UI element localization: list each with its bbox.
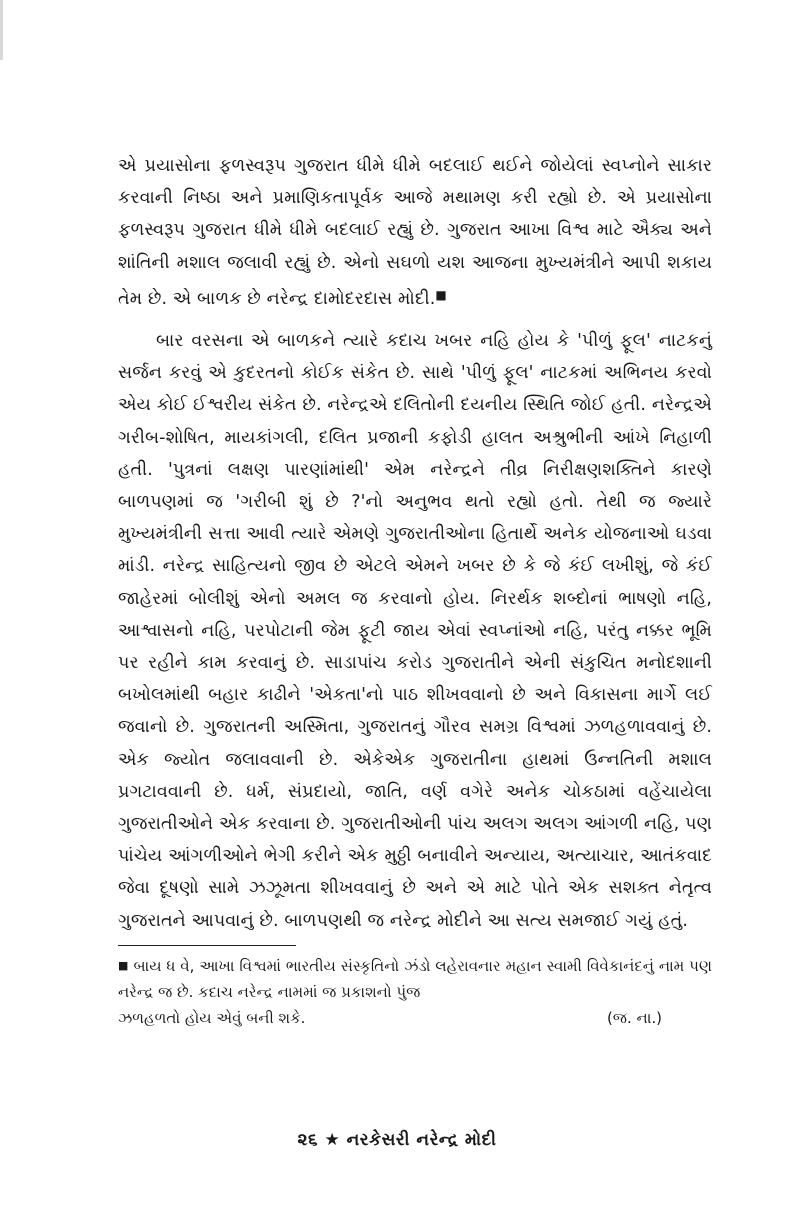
footnote-last-text: ઝળહળતો હોય એવું બની શકે. bbox=[118, 1008, 306, 1027]
page-body bbox=[118, 150, 712, 1031]
footnote-last-line bbox=[118, 1005, 712, 1031]
footnote-credit: (જ. ના.) bbox=[606, 1008, 662, 1027]
star-icon: ★ bbox=[324, 1130, 341, 1150]
footnote-marker: ■ bbox=[435, 287, 447, 302]
footnote-text: બાય ધ વે, આખા વિશ્વમાં ભારતીય સંસ્કૃતિનો ઝંડો લહેરાવનાર મહાન સ્વામી વિવેકાનંદનું નામ પણ નરેન્દ્ર જ છે. કદાચ નરેન્દ્ર નામમાં જ પ્રકાશનો પુંજ bbox=[118, 956, 712, 1001]
paragraph-1-text: એ પ્રયાસોના ફળસ્વરૂપ ગુજરાત ધીમે ધીમે બદલાઈ થઈને જોયેલાં સ્વપ્નોને સાકાર કરવાની નિષ્ઠા અને પ્રમાણિકતાપૂર્વક આજે મથામણ કરી રહ્યો છે. એ પ્રયાસોના ફળસ્વરૂપ ગુજરાત ધીમે ધીમે બદલાઈ રહ્યું છે. ગુજરાત આખા વિશ્વ માટે ઐક્ય અને શાંતિની મશાલ જલાવી રહ્યું છે. એનો સઘળો યશ આજના મુખ્યમંત્રીને આપી શકાય તેમ છે. એ બાળક છે નરેન્દ્ર દામોદરદાસ મોદી. bbox=[118, 156, 712, 309]
footnote bbox=[118, 953, 712, 1005]
paragraph-1 bbox=[118, 150, 712, 315]
page-number: ૨૬ bbox=[297, 1130, 319, 1150]
page-footer bbox=[0, 1130, 794, 1150]
scan-edge-mark bbox=[0, 0, 3, 60]
paragraph-2: બાર વરસના એ બાળકને ત્યારે કદાચ ખબર નહિ હોય કે 'પીળું ફૂલ' નાટકનું સર્જન કરવું એ કુદરતનો કોઈક સંકેત છે. સાથે 'પીળું ફૂલ' નાટકમાં અભિનય કરવો એય કોઈ ઈશ્વરીય સંકેત છે. નરેન્દ્રએ દલિતોની દયનીય સ્થિતિ જોઈ હતી. નરેન્દ્રએ ગરીબ-શોષિત, માયકાંગલી, દલિત પ્રજાની કફોડી હાલત અશ્રુભીની આંખે નિહાળી હતી. 'પુત્રનાં લક્ષણ પારણાંમાંથી' એમ નરેન્દ્રને તીવ્ર નિરીક્ષણશક્તિને કારણે બાળપણમાં જ 'ગરીબી શું છે ?'નો અનુભવ થતો રહ્યો હતો. તેથી જ જ્યારે મુખ્યમંત્રીની સત્તા આવી ત્યારે એમણે ગુજરાતીઓના હિતાર્થે અનેક યોજનાઓ ઘડવા માંડી. નરેન્દ્ર સાહિત્યનો જીવ છે એટલે એમને ખબર છે કે જે કંઈ લખીશું, જે કંઈ જાહેરમાં બોલીશું એનો અમલ જ કરવાનો હોય. નિરર્થક શબ્દોનાં ભાષણો નહિ, આશ્વાસનો નહિ, પરપોટાની જેમ ફૂટી જાય એવાં સ્વપ્નાંઓ નહિ, પરંતુ નક્કર ભૂમિ પર રહીને કામ કરવાનું છે. સાડાપાંચ કરોડ ગુજરાતીને એની સંકુચિત મનોદશાની બખોલમાંથી બહાર કાઢીને 'એકતા'નો પાઠ શીખવવાનો છે અને વિકાસના માર્ગે લઈ જવાનો છે. ગુજરાતની અસ્મિતા, ગુજરાતનું ગૌરવ સમગ્ર વિશ્વમાં ઝળહળાવવાનું છે. એક જ્યોત જલાવવાની છે. એકેએક ગુજરાતીના હાથમાં ઉન્નતિની મશાલ પ્રગટાવવાની છે. ધર્મ, સંપ્રદાયો, જાતિ, વર્ણ વગેરે અનેક ચોકઠામાં વહેંચાયેલા ગુજરાતીઓને એક કરવાના છે. ગુજરાતીઓની પાંચ અલગ અલગ આંગળી નહિ, પણ પાંચેય આંગળીઓને ભેગી કરીને એક મુઠ્ઠી બનાવીને અન્યાય, અત્યાચાર, આતંકવાદ જેવા દૂષણો સામે ઝઝૂમતા શીખવવાનું છે અને એ માટે પોતે એક સશક્ત નેતૃત્વ ગુજરાતને આપવાનું છે. બાળપણથી જ નરેન્દ્ર મોદીને આ સત્ય સમજાઈ ગયું હતું. bbox=[118, 331, 712, 931]
running-title: નરકેસરી નરેન્દ્ર મોદી bbox=[346, 1130, 497, 1150]
footnote-square-icon: ■ bbox=[118, 958, 129, 972]
footnote-divider bbox=[118, 945, 296, 946]
